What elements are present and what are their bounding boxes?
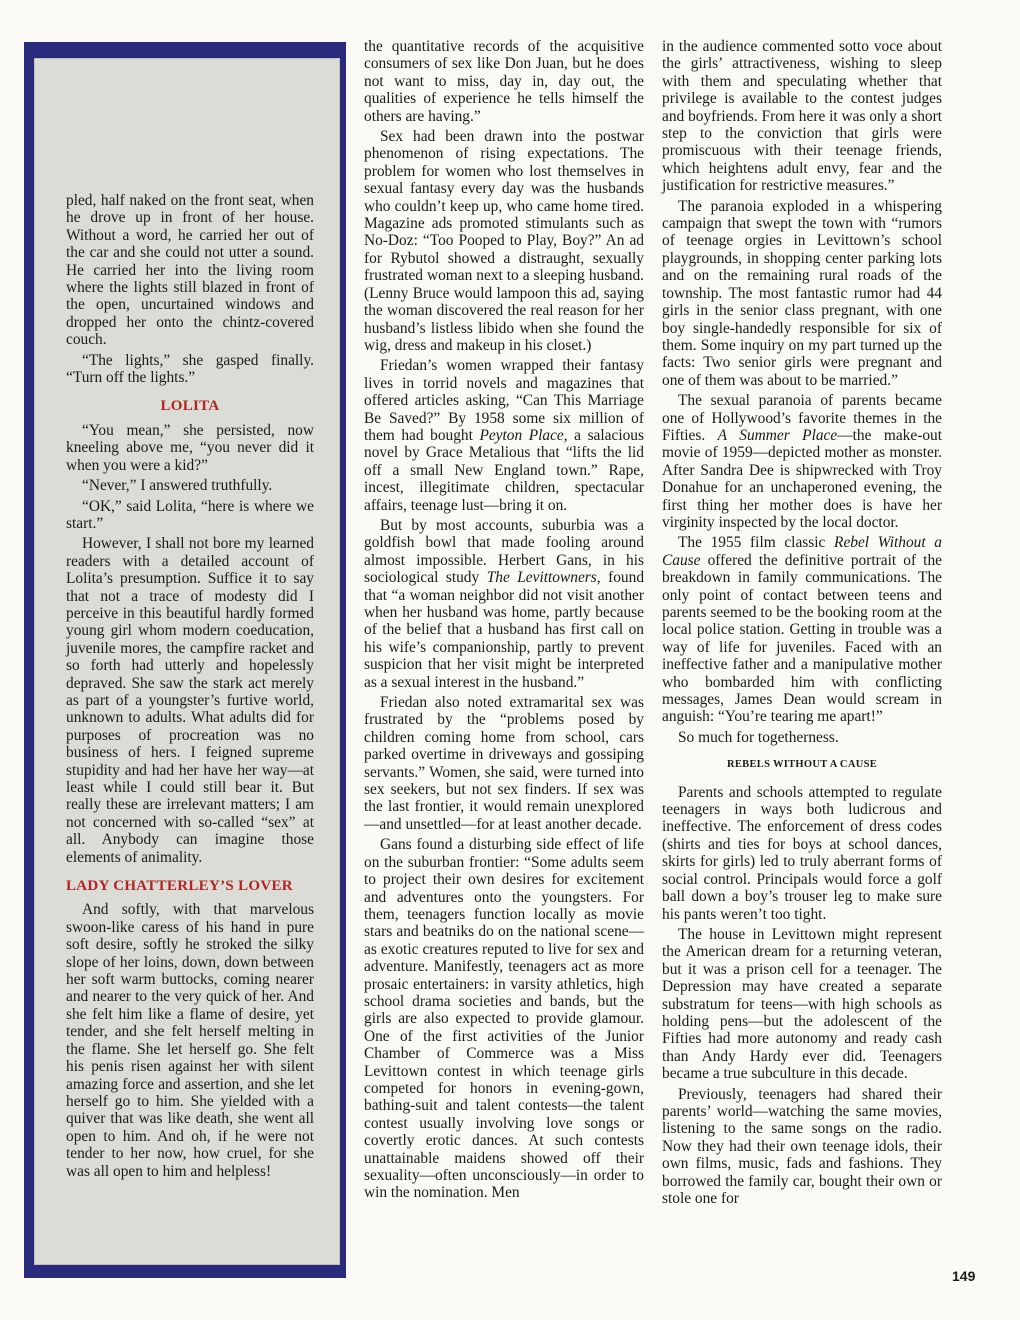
- body-paragraph: Gans found a disturbing side effect of life on the suburban frontier: “Some adults seem to project their own desires for excitement and adventures onto the youngsters. For them, teenagers function locally as movie stars and beatniks do on the national scene—as exotic creatures reputed to live for sex and adventure. Manifestly, teenagers act as more prosaic entertainers: in varsity athletics, high school drama societies and bands, but the girls are also expected to provide glamour. One of the first activities of the Junior Chamber of Commerce was a Miss Levittown contest in which teenage girls competed for honors in evening-gown, bathing-suit and talent contests—the talent contest usually involving love songs or covertly erotic dances. At such contests unattainable maidens showed off their sexuality—often unconsciously—in order to win the nomination. Men: [364, 836, 644, 1202]
- sidebar-paragraph: “The lights,” she gasped finally. “Turn off the lights.”: [66, 351, 314, 387]
- body-paragraph: The sexual paranoia of parents became one of Hollywood’s favorite themes in the Fifties. A Summer Place—the make-out movie of 1959—depicted mother as monster. After Sandra Dee is shipwrecked with Troy Donahue for an unchaperoned evening, the first thing her mother does is have her virginity inspected by the local doctor.: [662, 392, 942, 531]
- sidebar-paragraph: pled, half naked on the front seat, when he drove up in front of her house. Without a word, he carried her out of the car and she could not utter a sound. He carried her into the living room where the lights still blazed in front of the open, uncurtained windows and dropped her onto the chintz-covered couch.: [66, 192, 314, 349]
- body-paragraph: So much for togetherness.: [678, 728, 839, 746]
- column-2: [364, 38, 644, 1205]
- body-paragraph: Sex had been drawn into the postwar phenomenon of rising expectations. The problem for women who lost themselves in sexual fantasy every day was the husbands who couldn’t keep up, who came home tired. Magazine ads promoted stimulants such as No-Doz: “Too Pooped to Play, Boy?” An ad for Rybutol showed a distraught, sexually frustrated woman next to a sleeping husband. (Lenny Bruce would lampoon this ad, saying the woman discovered the real reason for her husband’s listless libido when she found the wig, dress and makeup in his closet.): [364, 128, 644, 354]
- body-paragraph: Parents and schools attempted to regulate teenagers in ways both ludicrous and ineffective. The enforcement of dress codes (shirts and ties for boys at school dances, skirts for girls) led to truly aberrant forms of social control. Principals would force a golf ball down a boy’s trouser leg to make sure his pants weren’t too tight.: [662, 783, 942, 923]
- column-3: [662, 38, 942, 1210]
- body-paragraph: The paranoia exploded in a whispering campaign that swept the town with “rumors of teenage orgies in Levittown’s school playgrounds, in shopping center parking lots and on the remaining rural roads of the township. The most fantastic rumor had 44 girls in the senior class pregnant, with one boy single-handedly responsible for six of them. Some inquiry on my part turned up the facts: Two senior girls were pregnant and one of them was about to be married.”: [662, 197, 942, 389]
- body-paragraph: Friedan also noted extramarital sex was frustrated by the “problems posed by children coming home from school, cars parked overtime in driveways and gossiping servants.” Women, she said, were turned into sex seekers, but not sex finders. If sex was the last frontier, it would remain unexplored—and unsettled—for at least another decade.: [364, 694, 644, 833]
- body-paragraph: Previously, teenagers had shared their parents’ world—watching the same movies, listening to the same songs on the radio. Now they had their own teenage idols, their own films, music, fads and fashions. They borrowed the family car, bought their own or stole one for: [662, 1085, 942, 1207]
- lolita-paragraph: “Never,” I answered truthfully.: [82, 477, 273, 495]
- page-number: 149: [952, 1268, 976, 1284]
- lolita-paragraph: “OK,” said Lolita, “here is where we start.”: [66, 497, 314, 532]
- body-paragraph: Friedan’s women wrapped their fantasy lives in torrid novels and magazines that offered articles asking, “Can This Marriage Be Saved?” By 1958 some six million of them had bought Peyton Place, a salacious novel by Grace Metalious that “lifts the lid off a small New England town.” Rape, incest, illegitimate children, spectacular affairs, teenage lust—bring it on.: [364, 357, 644, 514]
- body-paragraph: in the audience commented sotto voce about the girls’ attractiveness, wishing to sleep with them and speculating whether that privilege is available to the contest judges and boyfriends. From here it was only a short step to the conviction that girls were promiscuous with their teenage friends, which heightens adult envy, fear and the justification for restrictive measures.”: [662, 38, 942, 195]
- lolita-paragraph: However, I shall not bore my learned readers with a detailed account of Lolita’s presumption. Suffice it to say that not a trace of modesty did I perceive in this beautiful hardly formed young girl whom modern coeducation, juvenile mores, the campfire racket and so forth had utterly and hopelessly depraved. She saw the stark act merely as part of a youngster’s furtive world, unknown to adults. What adults did for purposes of procreation was no business of hers. I feigned supreme stupidity and had her have her way—at least while I could still bear it. But really these are irrelevant matters; I am not concerned with so-called “sex” at all. Anybody can imagine those elements of animality.: [66, 535, 314, 866]
- chatterley-paragraph: And softly, with that marvelous swoon-like caress of his hand in pure soft desire, softly he stroked the silky slope of her loins, down, down between her soft warm buttocks, coming nearer and nearer to the very quick of her. And she felt him like a flame of desire, yet tender, and she felt herself melting in the flame. She let herself go. She felt his penis risen against her with silent amazing force and assertion, and she let herself go to him. She yielded with a quiver that was like death, she went all open to him. And oh, if he were not tender to her now, how cruel, for she was all open to him and helpless!: [66, 901, 314, 1180]
- lolita-paragraph: “You mean,” she persisted, now kneeling above me, “you never did it when you were a kid?”: [66, 421, 314, 474]
- body-paragraph: But by most accounts, suburbia was a goldfish bowl that made fooling around almost impossible. Herbert Gans, in his sociological study The Levittowners, found that “a woman neighbor did not visit another when her husband was home, partly because of the belief that a husband has first call on his wife’s companionship, partly to prevent suspicion that her visit might be interpreted as a sexual interest in the husband.”: [364, 516, 645, 691]
- body-paragraph: The house in Levittown might represent the American dream for a returning veteran, but it was a prison cell for a teenager. The Depression may have created a separate substratum for teens—with high schools as holding pens—but the adolescent of the Fifties had more autonomy and ready cash than Andy Hardy ever did. Teenagers became a true subculture in this decade.: [662, 925, 942, 1083]
- body-paragraph: the quantitative records of the acquisitive consumers of sex like Don Juan, but he does not want to miss, day in, day out, the qualities of experience he tells himself the others are having.”: [364, 38, 644, 125]
- sidebar-text: [66, 192, 314, 1183]
- chatterley-heading: LADY CHATTERLEY’S LOVER: [66, 878, 293, 895]
- lolita-heading: LOLITA: [160, 398, 220, 415]
- body-paragraph: The 1955 film classic Rebel Without a Cause offered the definitive portrait of the breakdown in family communications. The only point of contact between teens and parents seemed to be the booking room at the local police station. Getting in trouble was a way of life for juveniles. Faced with an ineffective father and a manipulative mother who bombarded him with conflicting messages, James Dean would scream in anguish: “You’re tearing me apart!”: [662, 534, 942, 726]
- section-subhead: REBELS WITHOUT A CAUSE: [726, 759, 878, 771]
